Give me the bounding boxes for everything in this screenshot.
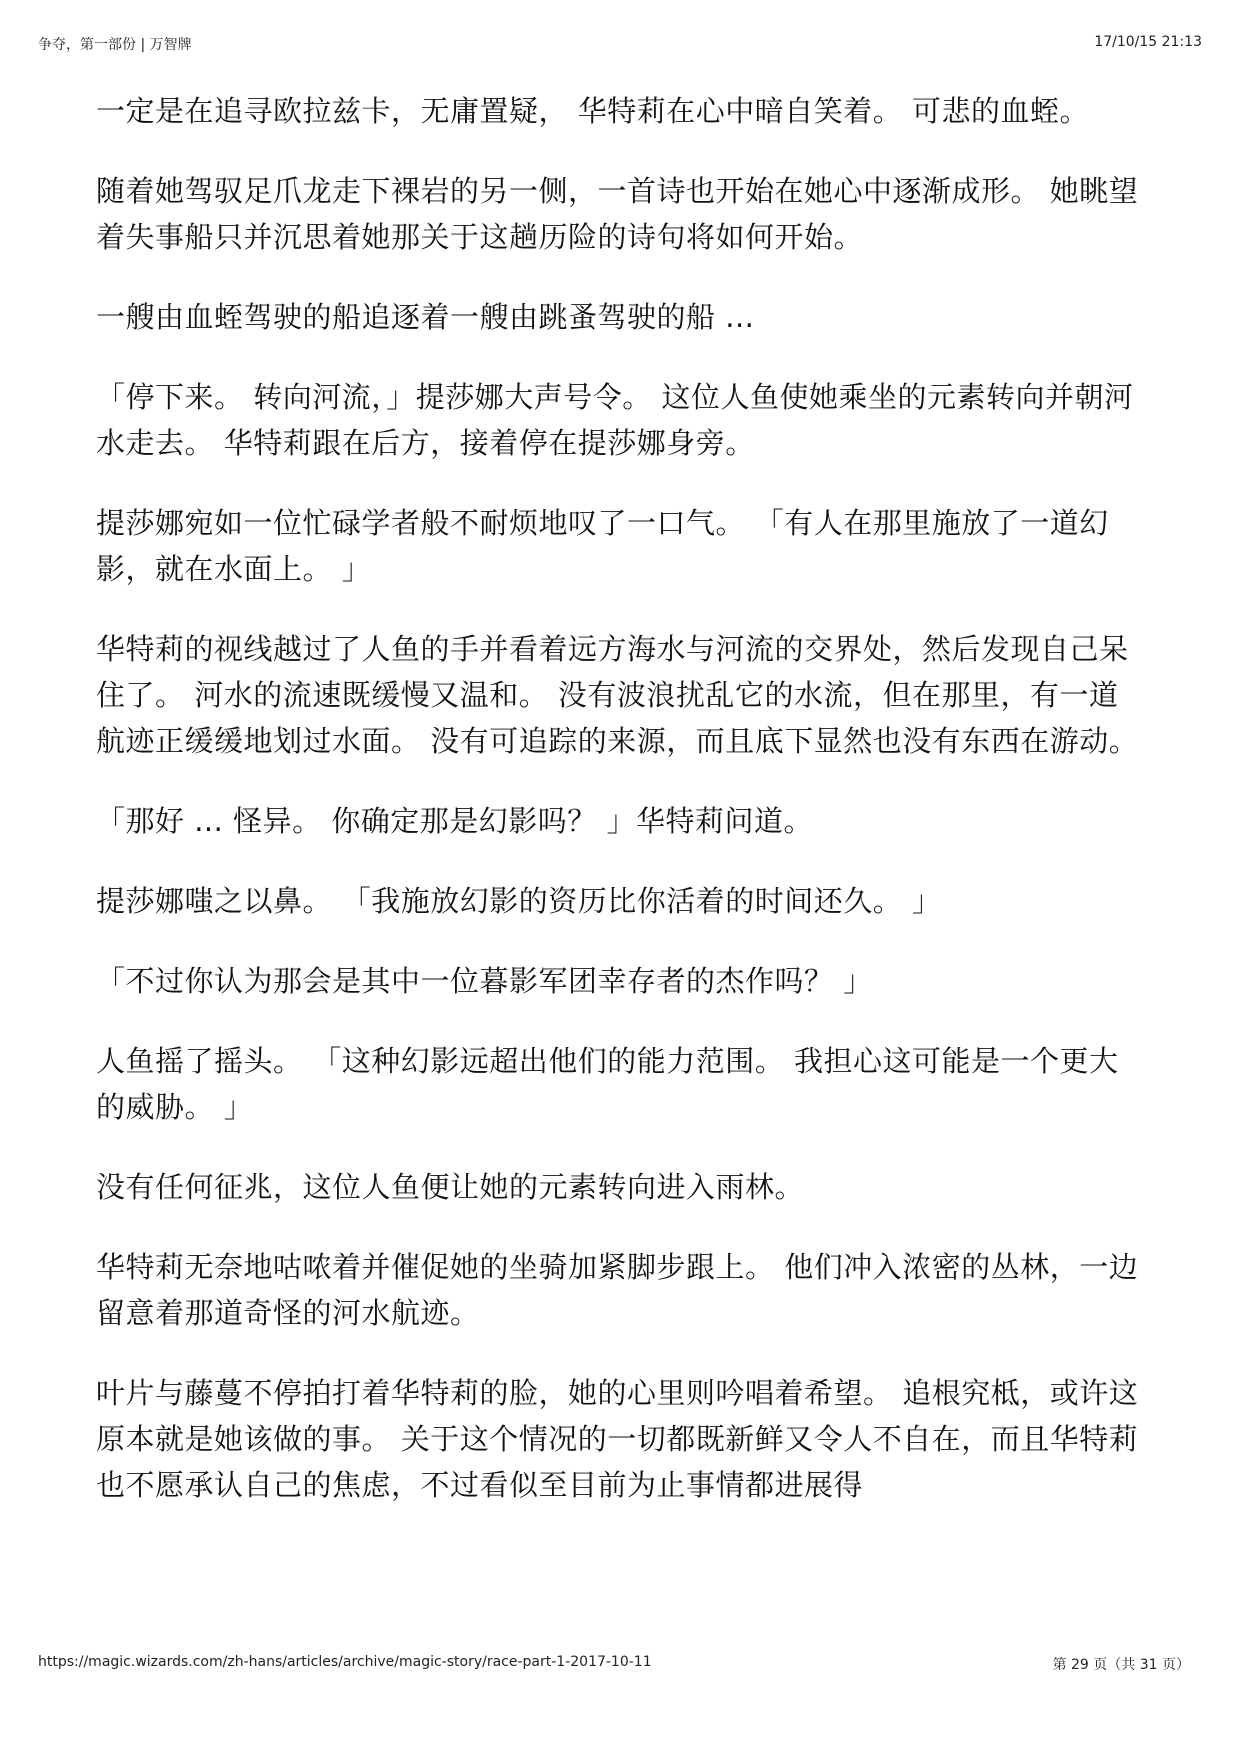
print-datetime: 17/10/15 21:13 [1094, 34, 1202, 50]
page-url: https://magic.wizards.com/zh-hans/articles/archive/magic-story/race-part-1-2017-10-11 [38, 1654, 652, 1670]
paragraph: 一定是在追寻欧拉兹卡，无庸置疑， 华特莉在心中暗自笑着。 可悲的血蛭。 [96, 94, 1089, 128]
paragraph: 「停下来。 转向河流，」提莎娜大声号令。 这位人鱼使她乘坐的元素转向并朝河水走去。 华特莉跟在后方，接着停在提莎娜身旁。 [96, 380, 1134, 460]
paragraph: 叶片与藤蔓不停拍打着华特莉的脸，她的心里则吟唱着希望。 追根究柢，或许这原本就是她该做的事。 关于这个情况的一切都既新鲜又令人不自在，而且华特莉也不愿承认自己的焦虑，不过看似至目前为止事情都进展得 [96, 1376, 1139, 1502]
paragraph: 没有任何征兆，这位人鱼便让她的元素转向进入雨林。 [96, 1170, 805, 1204]
paragraph: 随着她驾驭足爪龙走下裸岩的另一侧，一首诗也开始在她心中逐渐成形。 她眺望着失事船只并沉思着她那关于这趟历险的诗句将如何开始。 [96, 174, 1139, 254]
paragraph: 华特莉无奈地咕哝着并催促她的坐骑加紧脚步跟上。 他们冲入浓密的丛林，一边留意着那道奇怪的河水航迹。 [96, 1250, 1139, 1330]
paragraph: 人鱼摇了摇头。 「这种幻影远超出他们的能力范围。 我担心这可能是一个更大的威胁。 」 [96, 1044, 1119, 1124]
paragraph: 提莎娜嗤之以鼻。 「我施放幻影的资历比你活着的时间还久。 」 [96, 884, 942, 918]
article-body [96, 88, 1146, 1542]
paragraph: 一艘由血蛭驾驶的船追逐着一艘由跳蚤驾驶的船 ... [96, 300, 755, 334]
paragraph: 提莎娜宛如一位忙碌学者般不耐烦地叹了一口气。 「有人在那里施放了一道幻影，就在水面上。 」 [96, 506, 1109, 586]
print-footer [38, 1654, 1202, 1676]
paragraph: 「那好 ... 怪异。 你确定那是幻影吗？ 」华特莉问道。 [96, 804, 814, 838]
paragraph: 华特莉的视线越过了人鱼的手并看着远方海水与河流的交界处，然后发现自己呆住了。 河水的流速既缓慢又温和。 没有波浪扰乱它的水流，但在那里，有一道航迹正缓缓地划过水面。 没有可追踪的来源，而且底下显然也没有东西在游动。 [96, 632, 1139, 758]
page-number: 第 29 页（共 31 页） [1052, 1657, 1190, 1673]
print-header [38, 34, 1202, 56]
paragraph: 「不过你认为那会是其中一位暮影军团幸存者的杰作吗？ 」 [96, 964, 873, 998]
page-title: 争夺，第一部份 | 万智牌 [38, 37, 192, 53]
